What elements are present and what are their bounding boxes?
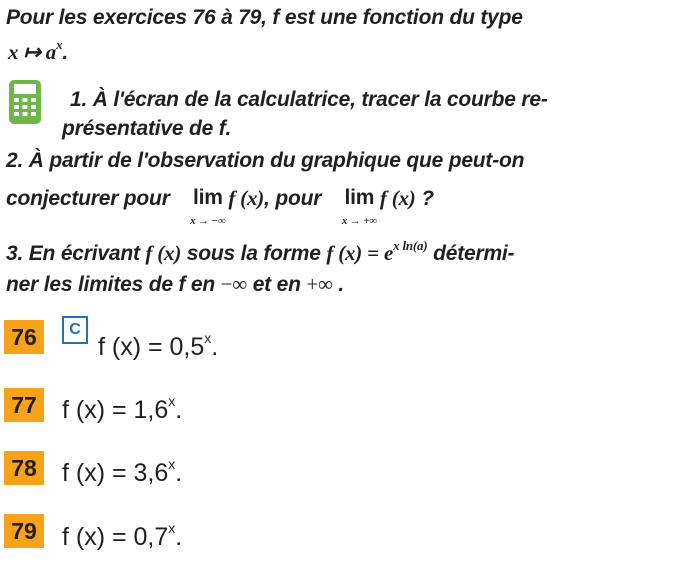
exercise-77-formula [62,393,182,427]
q3-fx-eq: f (x) = e [326,241,394,265]
intro-end: . [62,41,69,64]
exercise-76-formula [98,330,218,364]
formula-lhs: f (x) = 0,5 [98,333,205,361]
calculator-icon [8,79,42,125]
q3-exponent: x ln(a) [393,238,428,253]
q2-line-1 [6,147,524,175]
q3-text-2-end: . [338,273,345,296]
q3-line-1 [6,239,514,268]
formula-lhs: f (x) = 1,6 [62,396,169,424]
exercise-number-badge: 76 [4,320,44,354]
q1-line-1 [70,86,548,114]
q1-text-1: 1. À l'écran de la calculatrice, tracer la courbe re- [70,88,548,111]
limit-minus-infinity [190,184,226,227]
lim-expr-1: f (x) [228,186,265,210]
formula-exponent: x [168,520,176,536]
formula-exponent: x [168,456,176,472]
plus-infinity: +∞ [306,272,333,296]
q3-text-end: détermi- [433,242,515,265]
formula-end: . [175,523,183,551]
intro-map: x ↦ a [8,40,57,64]
intro-map-exponent: x [56,37,63,52]
q2-mid: , pour [264,187,322,210]
q2-text-start: conjecturer pour [6,187,170,210]
formula-lhs: f (x) = 0,7 [62,523,169,551]
exercise-78-formula [62,456,182,490]
formula-exponent: x [168,393,176,409]
lim-label-2: lim [344,186,375,209]
intro-text: Pour les exercices 76 à 79, f est une fonction du type [6,6,523,29]
q3-text-mid: sous la forme [186,242,321,265]
lim-label-1: lim [192,186,223,209]
q2-end: ? [421,187,434,210]
calculator-tag-badge: C [62,316,88,344]
exercise-number-badge: 79 [4,514,44,548]
exercise-79-formula [62,520,182,554]
formula-exponent: x [204,330,212,346]
formula-end: . [175,396,183,424]
q2-text-1: 2. À partir de l'observation du graphique que peut-on [6,149,525,172]
q2-line-2 [6,184,434,227]
q3-text-2-mid: et en [252,273,301,296]
q3-text-start: 3. En écrivant [6,242,140,265]
exercise-number-badge: 77 [4,388,44,422]
minus-infinity: −∞ [220,272,248,296]
formula-end: . [175,459,183,487]
exercise-number-badge: 78 [4,451,44,485]
intro-line-2 [8,38,68,67]
lim-subscript-2: x → +∞ [341,215,377,227]
q1-text-2: présentative de f. [62,117,232,140]
q3-fx: f (x) [145,241,182,265]
q1-line-2 [62,115,231,143]
lim-subscript-1: x → −∞ [190,215,226,227]
intro-line-1 [6,4,523,32]
limit-plus-infinity [341,184,377,227]
formula-end: . [211,333,219,361]
q3-line-2 [6,270,344,299]
lim-expr-2: f (x) [379,186,416,210]
formula-lhs: f (x) = 3,6 [62,459,169,487]
q3-text-2-start: ner les limites de f en [6,273,215,296]
